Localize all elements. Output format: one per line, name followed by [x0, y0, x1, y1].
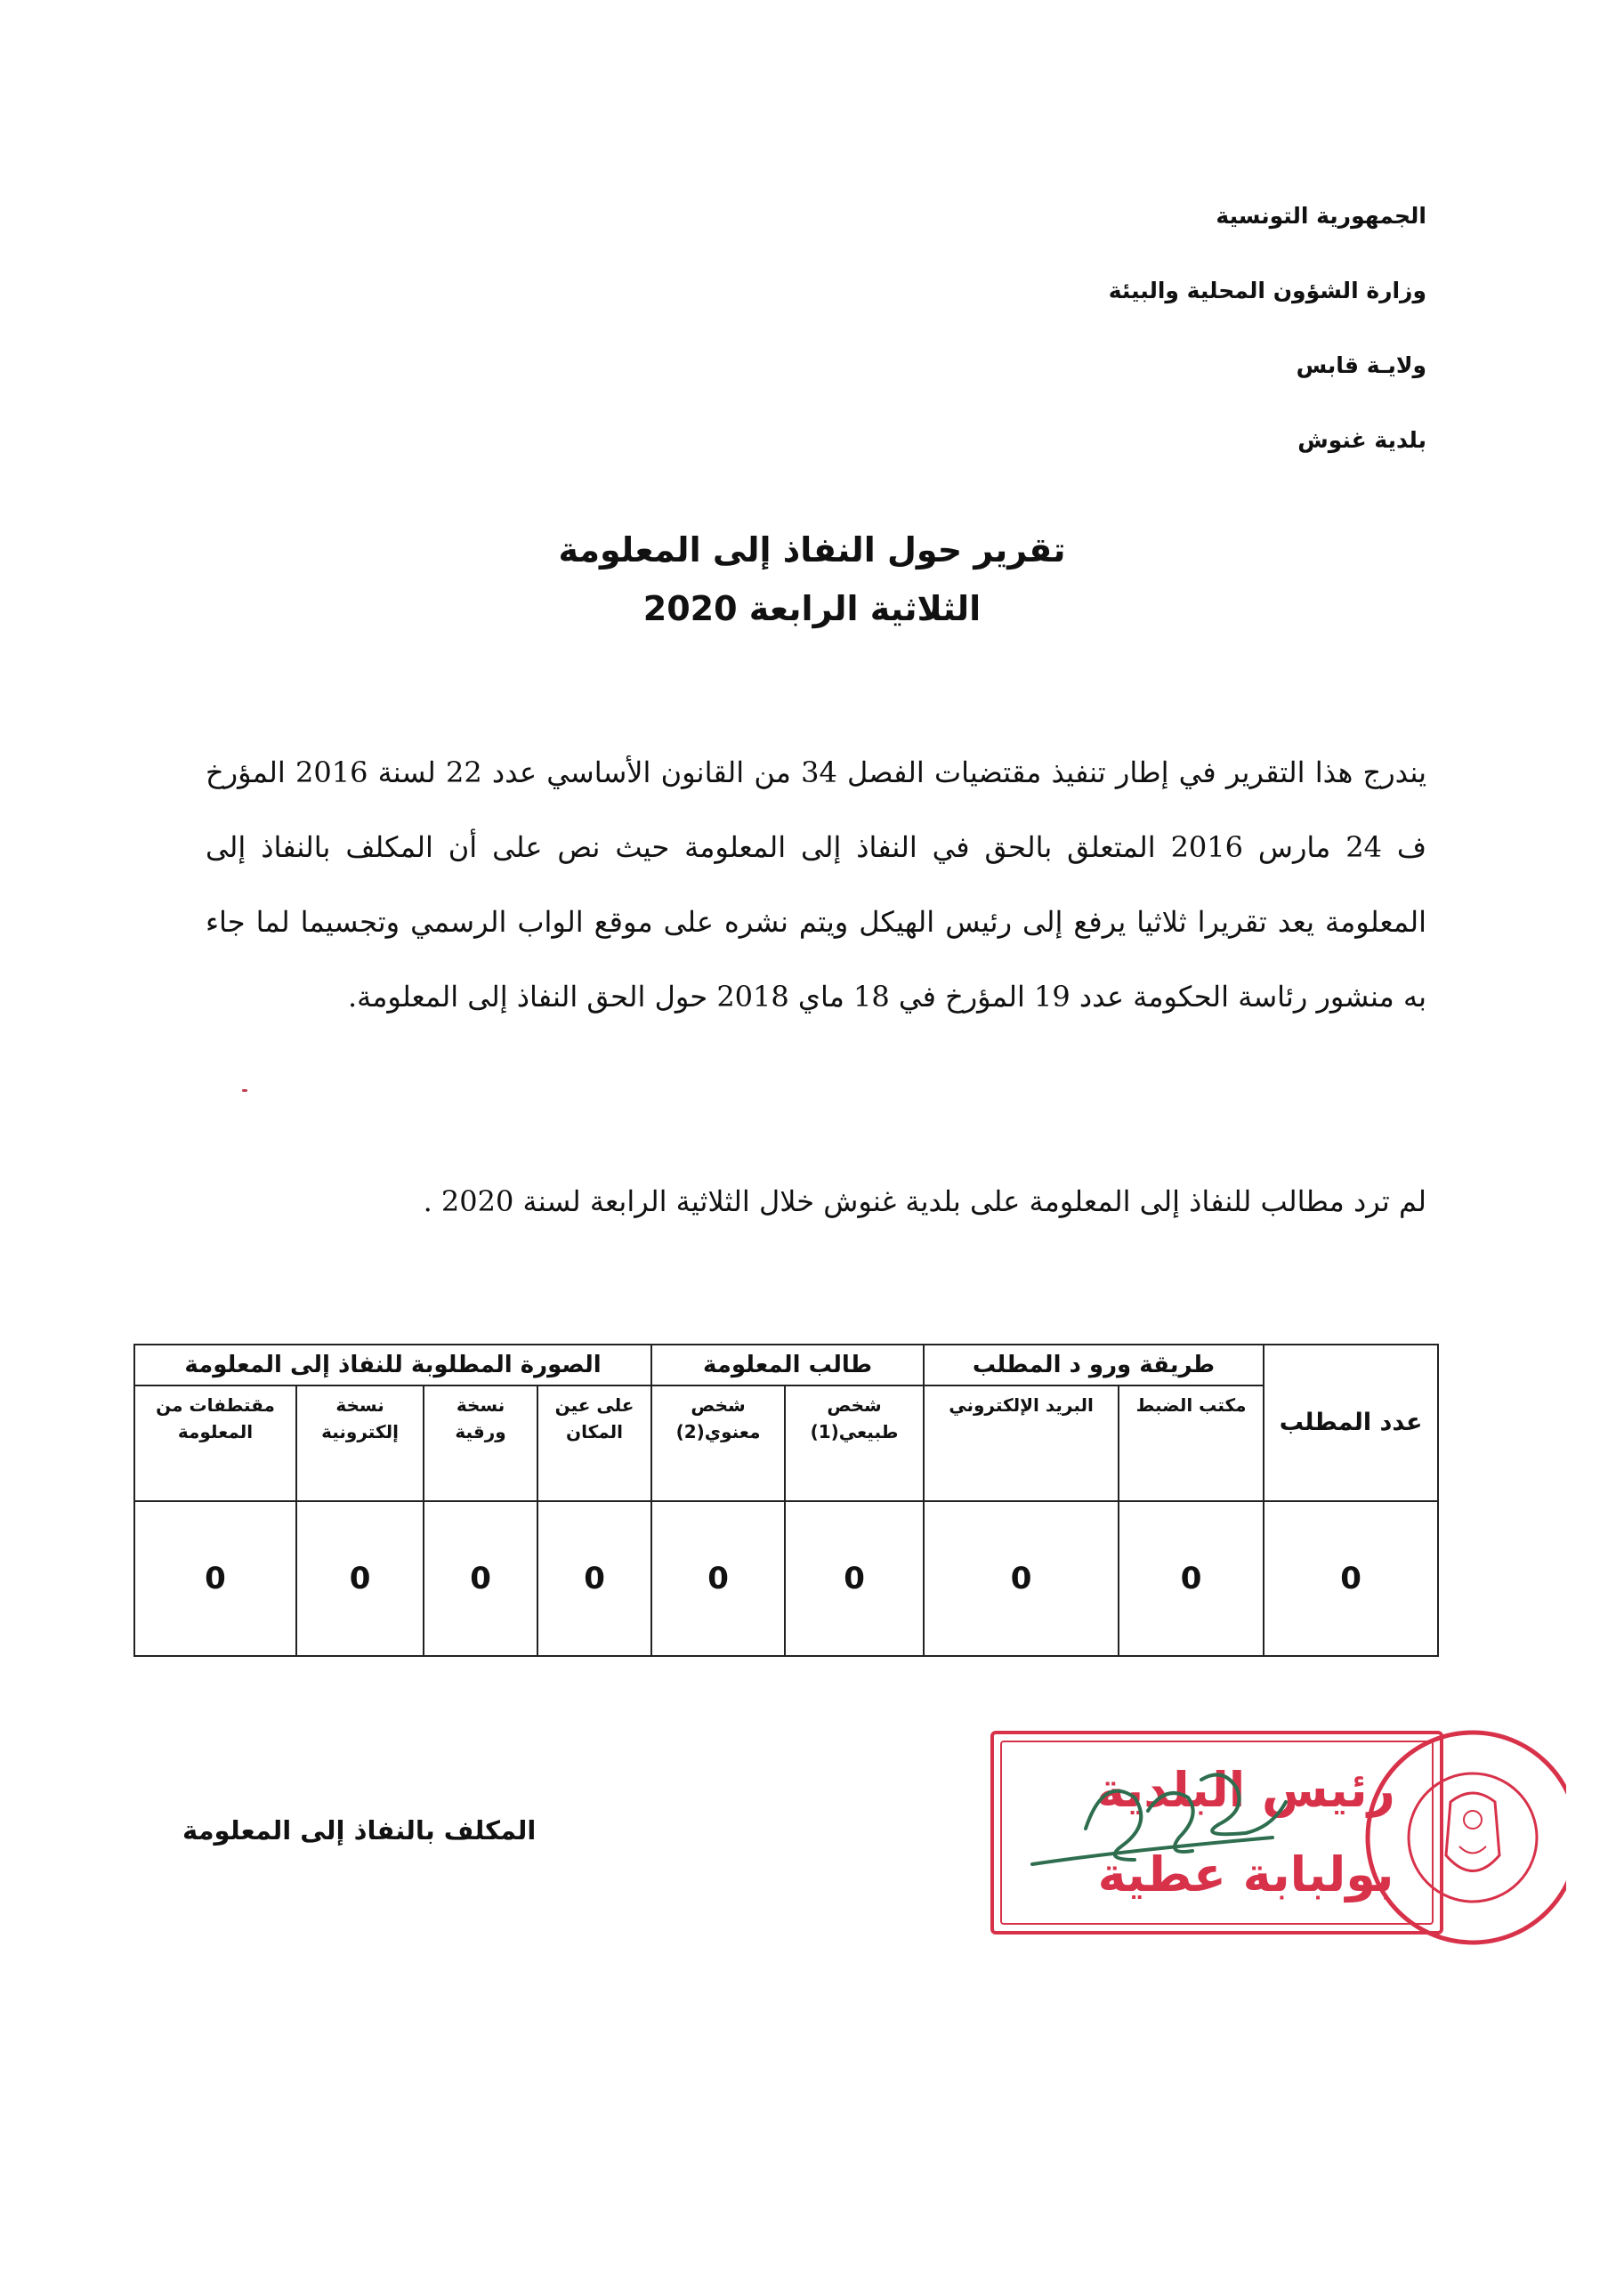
on-site-header: على عين المكان: [537, 1385, 651, 1501]
intro-paragraph: يندرج هذا التقرير في إطار تنفيذ مقتضيات الفصل 34 من القانون الأساسي عدد 22 لسنة 2016 المؤرخ ف 24 مارس 2016 المتعلق بالحق في النفاذ إلى المعلومة حيث نص على أن المكلف بالنفاذ إلى المعلومة يعد تقريرا ثلاثيا يرفع إلى رئيس الهيكل ويتم نشره على موقع الواب الرسمي وتجسيما لما جاء به منشور رئاسة الحكومة عدد 19 المؤرخ في 18 ماي 2018 حول الحق النفاذ إلى المعلومة.: [206, 755, 1427, 1014]
excerpts-header: مقتطفات من المعلومة: [134, 1385, 296, 1501]
signer-label: المكلف بالنفاذ إلى المعلومة: [182, 1815, 537, 1846]
header-municipality: بلدية غنوش: [1297, 427, 1426, 453]
report-title: [0, 521, 1624, 638]
stamp-name-text: بولبابة عطية: [1097, 1846, 1394, 1902]
legal-person-header: شخص معنوي(2): [651, 1385, 785, 1501]
electronic-copy-value: 0: [296, 1501, 424, 1656]
office-header: مكتب الضبط: [1119, 1385, 1264, 1501]
stamp-title-text: رئيس البلدية: [1096, 1762, 1395, 1818]
form-group-header: الصورة المطلوبة للنفاذ إلى المعلومة: [134, 1345, 651, 1385]
paper-copy-header: نسخة ورقية: [424, 1385, 537, 1501]
title-line-2: الثلاثية الرابعة 2020: [642, 589, 982, 628]
municipality-seal: [1368, 1733, 1566, 1943]
office-value: 0: [1119, 1501, 1264, 1656]
notice-paragraph: لم ترد مطالب للنفاذ إلى المعلومة على بلدية غنوش خلال الثلاثية الرابعة لسنة 2020 .: [423, 1184, 1426, 1218]
header-governorate: ولايـة قابس: [1296, 352, 1426, 378]
requests-table: [133, 1344, 1439, 1657]
email-value: 0: [924, 1501, 1119, 1656]
method-group-header: طريقة ورو د المطلب: [924, 1345, 1264, 1385]
on-site-value: 0: [537, 1501, 651, 1656]
title-line-1: تقرير حول النفاذ إلى المعلومة: [558, 530, 1066, 570]
official-stamp: [979, 1713, 1566, 1962]
excerpts-value: 0: [134, 1501, 296, 1656]
count-value: 0: [1264, 1501, 1438, 1656]
header-republic: الجمهورية التونسية: [1216, 203, 1426, 229]
natural-person-header: شخص طبيعي(1): [785, 1385, 924, 1501]
header-ministry: وزارة الشؤون المحلية والبيئة: [1108, 278, 1426, 303]
ink-mark: [242, 1089, 247, 1092]
paper-copy-value: 0: [424, 1501, 537, 1656]
email-header: البريد الإلكتروني: [924, 1385, 1119, 1501]
electronic-copy-header: نسخة إلكترونية: [296, 1385, 424, 1501]
requester-group-header: طالب المعلومة: [651, 1345, 924, 1385]
legal-person-value: 0: [651, 1501, 785, 1656]
natural-person-value: 0: [785, 1501, 924, 1656]
count-header: عدد المطلب: [1264, 1345, 1438, 1501]
